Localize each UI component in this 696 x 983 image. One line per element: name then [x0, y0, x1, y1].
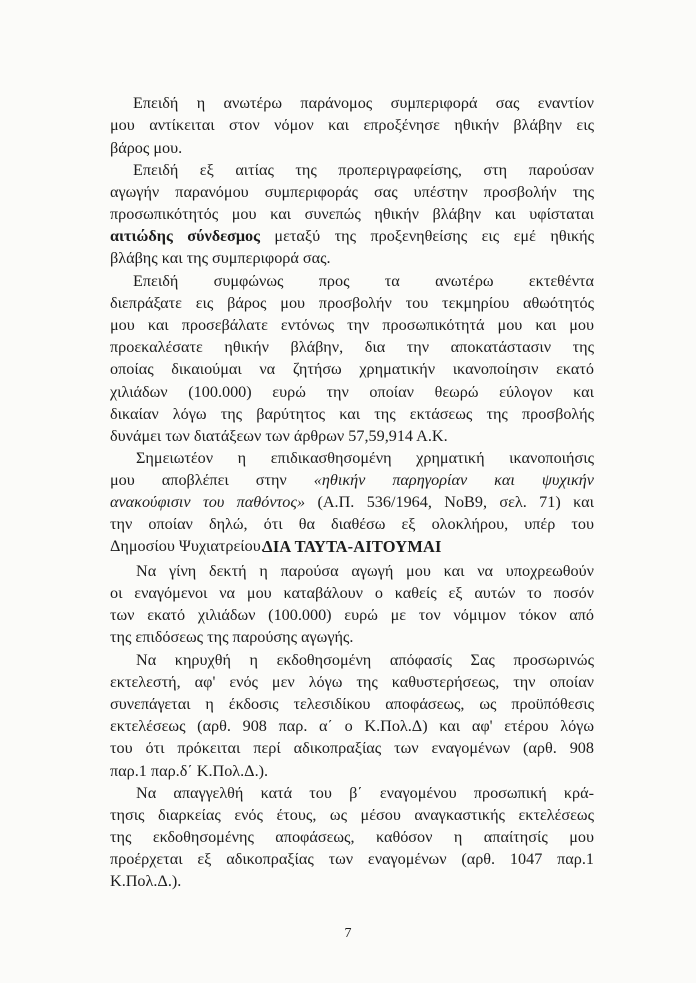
text-line: Να απαγγελθή κατά του β΄ εναγομένου προσωπική κρά-: [136, 784, 594, 802]
text-line: των εκατό χιλιάδων (100.000) ευρώ με τον νόμιμον τόκον από: [110, 606, 594, 624]
page-number: 7: [344, 926, 352, 941]
quoted-text: «ηθικήν παρηγορίαν και ψυχικήν: [313, 471, 594, 489]
text-line: εκτελέσεως (αρθ. 908 παρ. α΄ ο Κ.Πολ.Δ) και αφ' ετέρου λόγω: [110, 717, 594, 735]
text-line: βλάβης και της συμπεριφορά σας.: [110, 249, 331, 267]
text-line: Να κηρυχθή η εκδοθησομένη απόφασίς Σας προσωρινώς: [136, 651, 594, 669]
text-line: [110, 468, 594, 492]
text-line: χιλιάδων (100.000) ευρώ την οποίαν θεωρώ εύλογον και: [110, 383, 594, 401]
text-line: προέρχεται εξ αδικοπραξίας των εναγομένων (αρθ. 1047 παρ.1: [110, 850, 594, 868]
text-line: του ότι πρόκειται περί αδικοπραξίας των εναγομένων (αρθ. 908: [110, 739, 594, 757]
text-line: βάρος μου.: [110, 139, 183, 157]
text-line: οποίας δικαιούμαι να ζητήσω χρηματικήν ικανοποίησιν εκατό: [110, 360, 594, 378]
text-line: δικαίαν λόγω της βαρύτητος και της εκτάσεως της προσβολής: [110, 405, 594, 423]
section-heading: ΔΙΑ ΤΑΥΤΑ-ΑΙΤΟΥΜΑΙ: [262, 537, 442, 556]
text-line: Επειδή συμφώνως προς τα ανωτέρω εκτεθέντα: [133, 272, 594, 290]
text-line: [110, 224, 594, 248]
text-line: [110, 490, 594, 514]
text-line: δυνάμει των διατάξεων των άρθρων 57,59,914 Α.Κ.: [110, 427, 448, 445]
text-line: Επειδή εξ αιτίας της προπεριγραφείσης, στη παρούσαν: [133, 161, 594, 179]
quoted-text: ανακούφισιν του παθόντος»: [110, 493, 306, 511]
bold-phrase: αιτιώδης σύνδεσμος: [110, 227, 260, 245]
text-line: της εκδοθησομένης αποφάσεως, καθόσον η απαίτησίς μου: [110, 828, 594, 846]
text-line: διεπράξατε εις βάρος μου προσβολήν του τεκμηρίου αθωότητός: [110, 294, 594, 312]
text-line: οι εναγόμενοι να μου καταβάλουν ο καθείς εξ αυτών το ποσόν: [110, 584, 594, 602]
text-fragment: μεταξύ της προξενηθείσης εις εμέ ηθικής: [259, 227, 594, 245]
text-fragment: μου αποβλέπει στην: [110, 471, 314, 489]
text-line: συνεπάγεται η έκδοσις τελεσιδίκου αποφάσεως, ως προϋπόθεσις: [110, 695, 594, 713]
text-line: μου και προσεβάλατε εντόνως την προσωπικότητά μου και μου: [110, 316, 594, 334]
text-line: Δημοσίου Ψυχιατρείου.: [110, 537, 265, 555]
text-line: αγωγήν παρανόμου συμπεριφοράς σας υπέστην προσβολήν της: [110, 183, 594, 201]
text-line: Σημειωτέον η επιδικασθησομένη χρηματική ικανοποιήσις: [136, 449, 594, 467]
text-line: Να γίνη δεκτή η παρούσα αγωγή μου και να υποχρεωθούν: [136, 562, 594, 580]
citation: (Α.Π. 536/1964, ΝοΒ9, σελ. 71) και: [305, 493, 594, 511]
text-line: Κ.Πολ.Δ.).: [110, 872, 182, 890]
text-line: παρ.1 παρ.δ΄ Κ.Πολ.Δ.).: [110, 762, 269, 780]
text-line: τησις διαρκείας ενός έτους, ως μέσου αναγκαστικής εκτελέσεως: [110, 806, 594, 824]
text-line: προσωπικότητός μου και συνεπώς ηθικήν βλάβην και υφίσταται: [110, 205, 594, 223]
text-line: εκτελεστή, αφ' ενός μεν λόγω της καθυστερήσεως, την οποίαν: [110, 673, 594, 691]
text-line: Επειδή η ανωτέρω παράνομος συμπεριφορά σας εναντίον: [133, 94, 594, 112]
text-line: προεκαλέσατε ηθικήν βλάβην, δια την αποκατάστασιν της: [110, 338, 594, 356]
text-line: την οποίαν δηλώ, ότι θα διαθέσω εξ ολοκλήρου, υπέρ του: [110, 515, 594, 533]
text-line: της επιδόσεως της παρούσης αγωγής.: [110, 628, 354, 646]
text-line: μου αντίκειται στον νόμον και επροξένησε ηθικήν βλάβην εις: [110, 116, 594, 134]
